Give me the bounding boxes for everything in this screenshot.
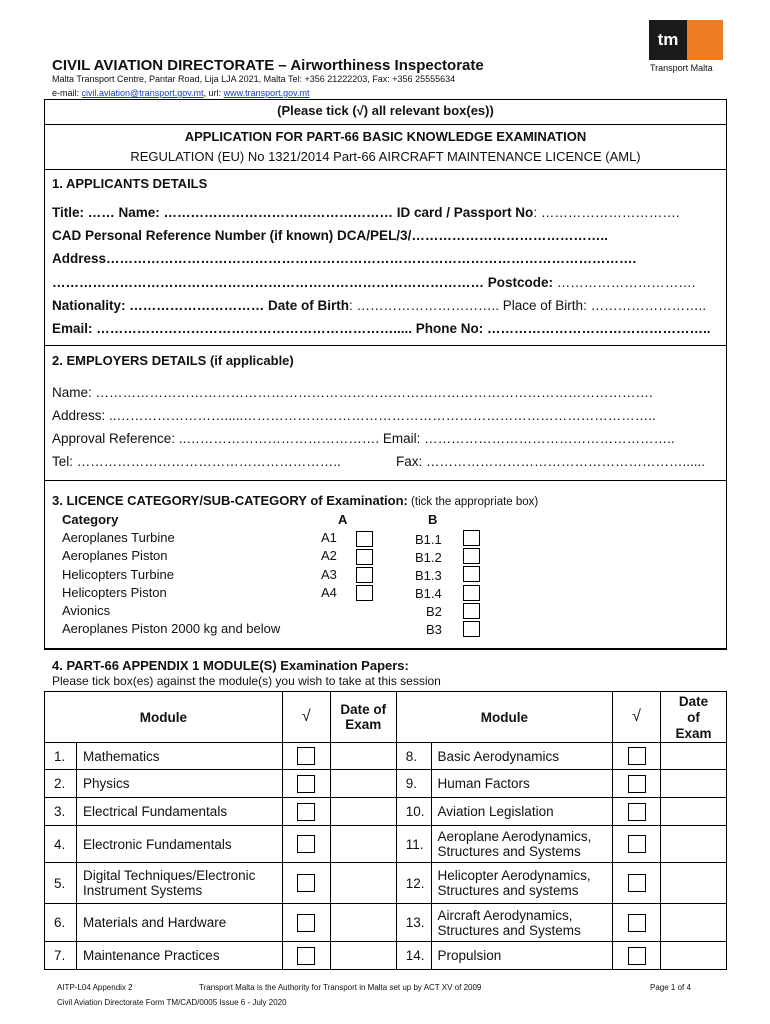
date-field-module-7[interactable]	[330, 942, 396, 970]
date-field-module-4[interactable]	[330, 826, 396, 863]
checkbox-module-2[interactable]	[297, 775, 315, 793]
dob-field[interactable]: : ………………………….. Place of Birth	[349, 298, 584, 313]
licence-heading: 3. LICENCE CATEGORY/SUB-CATEGORY of Examination: (tick the appropriate box)	[52, 493, 539, 508]
checkbox-b1-4[interactable]	[463, 585, 480, 601]
date-field-module-14[interactable]	[661, 942, 727, 970]
modules-heading: 4. PART-66 APPENDIX 1 MODULE(S) Examination Papers:	[52, 658, 409, 673]
id-passport-field[interactable]: : ………………………….	[533, 205, 680, 220]
checkbox-module-7[interactable]	[297, 947, 315, 965]
footer-page-number: Page 1 of 4	[650, 983, 691, 992]
category-avionics: Avionics	[62, 603, 111, 618]
postcode-field[interactable]: ………………………….	[553, 275, 696, 290]
module-aviation-legislation: Aviation Legislation	[431, 798, 613, 826]
table-row: 7. Maintenance Practices 14. Propulsion	[45, 942, 727, 970]
code-a1: A1	[321, 530, 337, 545]
category-helicopters-turbine: Helicopters Turbine	[62, 567, 174, 582]
table-row: 3. Electrical Fundamentals 10. Aviation Legislation	[45, 798, 727, 826]
employer-approval-email-field[interactable]: Approval Reference: ..……………………………………. Email: ………………………………………………..	[52, 431, 675, 446]
postcode-line: …………………………………………………………………………………… Postcode: ………………………….	[52, 275, 696, 290]
code-b1-1: B1.1	[415, 532, 442, 547]
document-title: CIVIL AVIATION DIRECTORATE – Airworthiness Inspectorate	[52, 57, 484, 74]
employer-heading: 2. EMPLOYERS DETAILS (if applicable)	[52, 353, 294, 368]
date-field-module-12[interactable]	[661, 863, 727, 904]
checkbox-module-11[interactable]	[628, 835, 646, 853]
title-name-id-line: Title: …… Name: …………………………………………… ID card / Passport No: ………………………….	[52, 205, 680, 220]
code-a2: A2	[321, 548, 337, 563]
date-field-module-10[interactable]	[661, 798, 727, 826]
employer-tel-field[interactable]: Tel: …………………………………………………..	[52, 454, 341, 469]
nationality-dob-line: Nationality: ………………………… Date of Birth: ………………………….. Place of Birth: ……………………..	[52, 298, 707, 313]
checkbox-module-3[interactable]	[297, 803, 315, 821]
url-label: , url:	[203, 88, 222, 98]
checkbox-module-4[interactable]	[297, 835, 315, 853]
cad-reference-line[interactable]: CAD Personal Reference Number (if known) DCA/PEL/3/……………………………………..	[52, 228, 608, 243]
module-physics: Physics	[77, 770, 283, 798]
module-helicopter-aerodynamics: Helicopter Aerodynamics, Structures and systems	[431, 863, 613, 904]
modules-subheading: Please tick box(es) against the module(s) you wish to take at this session	[52, 674, 441, 688]
checkbox-module-10[interactable]	[628, 803, 646, 821]
checkbox-module-1[interactable]	[297, 747, 315, 765]
module-electronic-fundamentals: Electronic Fundamentals	[77, 826, 283, 863]
modules-header-row	[45, 692, 727, 743]
column-a-header: A	[338, 512, 348, 527]
module-mathematics: Mathematics	[77, 743, 283, 770]
module-aeroplane-aerodynamics: Aeroplane Aerodynamics, Structures and Systems	[431, 826, 613, 863]
transport-malta-logo	[649, 20, 723, 60]
checkbox-module-14[interactable]	[628, 947, 646, 965]
date-field-module-8[interactable]	[661, 743, 727, 770]
code-b2: B2	[426, 604, 442, 619]
date-field-module-13[interactable]	[661, 904, 727, 942]
module-maintenance-practices: Maintenance Practices	[77, 942, 283, 970]
address-field[interactable]: Address……………………………………………………………………………………………………….	[52, 251, 637, 266]
table-row: 4. Electronic Fundamentals 11. Aeroplane Aerodynamics, Structures and Systems	[45, 826, 727, 863]
category-helicopters-piston: Helicopters Piston	[62, 585, 167, 600]
checkbox-a4[interactable]	[356, 585, 373, 601]
module-header-left: Module	[45, 692, 283, 743]
logo-mark: tm	[649, 20, 687, 60]
module-header-right: Module	[396, 692, 612, 743]
table-row: 5. Digital Techniques/Electronic Instrument Systems 12. Helicopter Aerodynamics, Structures and systems	[45, 863, 727, 904]
code-b1-4: B1.4	[415, 586, 442, 601]
checkbox-a2[interactable]	[356, 549, 373, 565]
tick-header-right: √	[613, 692, 661, 743]
table-row: 2. Physics 9. Human Factors	[45, 770, 727, 798]
date-header-left: Date of Exam	[330, 692, 396, 743]
code-b3: B3	[426, 622, 442, 637]
category-aeroplanes-piston-2000kg: Aeroplanes Piston 2000 kg and below	[62, 621, 281, 636]
module-basic-aerodynamics: Basic Aerodynamics	[431, 743, 613, 770]
date-field-module-11[interactable]	[661, 826, 727, 863]
module-electrical-fundamentals: Electrical Fundamentals	[77, 798, 283, 826]
module-propulsion: Propulsion	[431, 942, 613, 970]
email-phone-line[interactable]: Email: …………………………………………………………..... Phone No: …………………………………………..	[52, 321, 711, 336]
module-human-factors: Human Factors	[431, 770, 613, 798]
email-label: e-mail:	[52, 88, 80, 98]
table-row: 1. Mathematics 8. Basic Aerodynamics	[45, 743, 727, 770]
checkbox-module-6[interactable]	[297, 914, 315, 932]
module-digital-techniques: Digital Techniques/Electronic Instrument Systems	[77, 863, 283, 904]
code-a3: A3	[321, 567, 337, 582]
tick-note: (Please tick (√) all relevant box(es))	[45, 100, 726, 125]
checkbox-a3[interactable]	[356, 567, 373, 583]
footer-ref: AITP-L04 Appendix 2	[57, 983, 133, 992]
application-title: APPLICATION FOR PART-66 BASIC KNOWLEDGE EXAMINATION	[184, 129, 587, 144]
checkbox-module-13[interactable]	[628, 914, 646, 932]
employer-fax-field[interactable]: Fax: …………………………………………………......	[396, 454, 706, 469]
tick-header-left: √	[282, 692, 330, 743]
checkbox-module-8[interactable]	[628, 747, 646, 765]
date-field-module-1[interactable]	[330, 743, 396, 770]
modules-table	[44, 691, 727, 970]
category-column-header: Category	[62, 512, 119, 527]
address-line: Malta Transport Centre, Pantar Road, Lija LJA 2021, Malta Tel: +356 21222203, Fax: +356 25555634	[52, 74, 456, 84]
applicant-heading: 1. APPLICANTS DETAILS	[52, 176, 208, 191]
module-aircraft-aerodynamics: Aircraft Aerodynamics, Structures and Systems	[431, 904, 613, 942]
contact-line	[52, 88, 309, 98]
column-b-header: B	[428, 512, 438, 527]
url-link[interactable]: www.transport.gov.mt	[223, 88, 310, 98]
checkbox-module-5[interactable]	[297, 874, 315, 892]
date-field-module-3[interactable]	[330, 798, 396, 826]
date-header-right: Date of Exam	[661, 692, 727, 743]
checkbox-b1-3[interactable]	[463, 566, 480, 582]
logo-caption: Transport Malta	[650, 63, 713, 73]
date-field-module-6[interactable]	[330, 904, 396, 942]
category-aeroplanes-turbine: Aeroplanes Turbine	[62, 530, 175, 545]
table-row: 6. Materials and Hardware 13. Aircraft Aerodynamics, Structures and Systems	[45, 904, 727, 942]
checkbox-b1-2[interactable]	[463, 548, 480, 564]
date-field-module-2[interactable]	[330, 770, 396, 798]
checkbox-a1[interactable]	[356, 531, 373, 547]
footer-authority: Transport Malta is the Authority for Transport in Malta set up by ACT XV of 2009	[199, 983, 482, 992]
code-b1-3: B1.3	[415, 568, 442, 583]
date-field-module-9[interactable]	[661, 770, 727, 798]
checkbox-b3[interactable]	[463, 621, 480, 637]
place-of-birth-field[interactable]: : ……………………..	[583, 298, 707, 313]
code-a4: A4	[321, 585, 337, 600]
checkbox-b1-1[interactable]	[463, 530, 480, 546]
checkbox-b2[interactable]	[463, 603, 480, 619]
regulation-title: REGULATION (EU) No 1321/2014 Part-66 AIRCRAFT MAINTENANCE LICENCE (AML)	[45, 149, 726, 170]
code-b1-2: B1.2	[415, 550, 442, 565]
checkbox-module-12[interactable]	[628, 874, 646, 892]
employer-name-field[interactable]: Name: …………………………………………………………………………………………………………….	[52, 385, 653, 400]
checkbox-module-9[interactable]	[628, 775, 646, 793]
category-aeroplanes-piston: Aeroplanes Piston	[62, 548, 168, 563]
footer-form-number: Civil Aviation Directorate Form TM/CAD/0005 Issue 6 - July 2020	[57, 998, 287, 1007]
date-field-module-5[interactable]	[330, 863, 396, 904]
employer-address-field[interactable]: Address: ..…………………….....………………………………………………………………………………..	[52, 408, 656, 423]
module-materials-hardware: Materials and Hardware	[77, 904, 283, 942]
email-link[interactable]: civil.aviation@transport.gov.mt	[81, 88, 204, 98]
